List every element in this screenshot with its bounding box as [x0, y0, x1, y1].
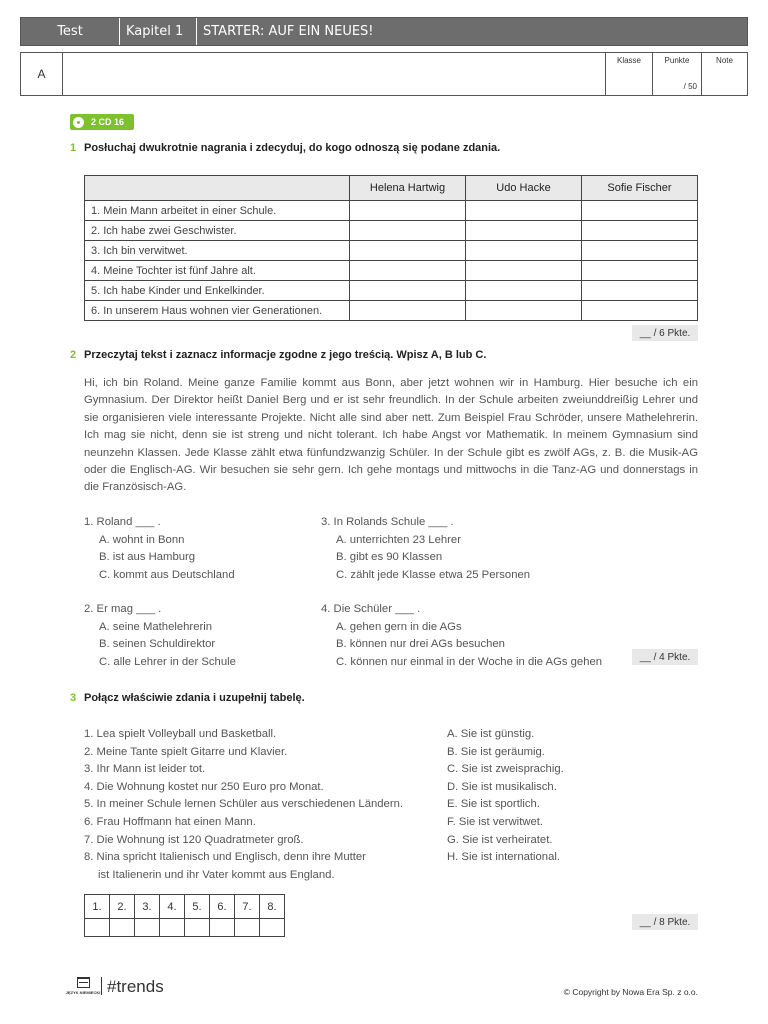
- page-title: STARTER: AUF EIN NEUES!: [203, 24, 374, 39]
- answer-cell[interactable]: [350, 201, 466, 221]
- answer-cell[interactable]: [582, 241, 698, 261]
- answer-cell[interactable]: [582, 221, 698, 241]
- table-header: 4.: [160, 895, 185, 919]
- answer-cell[interactable]: [466, 221, 582, 241]
- list-item: 3. Ihr Mann ist leider tot.: [84, 763, 206, 776]
- table-row: [85, 281, 698, 301]
- task-1-instruction: [70, 142, 500, 154]
- task-3-answer-table: [84, 894, 285, 937]
- logo-divider: [101, 977, 102, 995]
- answer-option: C. kommt aus Deutschland: [99, 568, 235, 581]
- copyright: © Copyright by Nowa Era Sp. z o.o.: [563, 987, 698, 997]
- list-item: 8. Nina spricht Italienisch und Englisch, denn ihre Mutter: [84, 851, 366, 864]
- group-label: A: [21, 53, 63, 95]
- row-sentence: 5. Ich habe Kinder und Enkelkinder.: [85, 281, 350, 301]
- answer-option: C. können nur einmal in der Woche in die AGs gehen: [336, 655, 603, 668]
- audio-track-label: 2 CD 16: [91, 117, 125, 127]
- list-item: 2. Meine Tante spielt Gitarre und Klavier.: [84, 745, 288, 758]
- answer-option: B. seinen Schuldirektor: [99, 638, 216, 650]
- answer-option: C. zählt jede Klasse etwa 25 Personen: [336, 568, 531, 581]
- answer-cell[interactable]: [466, 201, 582, 221]
- list-item: G. Sie ist verheiratet.: [447, 833, 553, 846]
- klasse-field[interactable]: [606, 53, 653, 95]
- table-header: 3.: [135, 895, 160, 919]
- task-instruction-text: Połącz właściwie zdania i uzupełnij tabelę.: [84, 692, 305, 704]
- list-item: 4. Die Wohnung kostet nur 250 Euro pro Monat.: [84, 780, 324, 793]
- task-3-sentences: [84, 726, 403, 884]
- list-item: B. Sie ist geräumig.: [447, 745, 545, 758]
- brand-name: #trends: [107, 977, 164, 996]
- list-item: E. Sie ist sportlich.: [447, 798, 540, 811]
- question-4: [321, 601, 602, 671]
- answer-option: B. ist aus Hamburg: [99, 551, 196, 563]
- list-item: F. Sie ist verwitwet.: [447, 815, 544, 828]
- answer-cell[interactable]: [210, 919, 235, 937]
- task-1-table: [84, 175, 698, 321]
- task-instruction-text: Posłuchaj dwukrotnie nagrania i zdecyduj, do kogo odnoszą się podane zdania.: [84, 142, 501, 154]
- answer-cell[interactable]: [582, 301, 698, 321]
- table-row: [85, 201, 698, 221]
- answer-cell[interactable]: [350, 301, 466, 321]
- answer-cell[interactable]: [466, 261, 582, 281]
- answer-option: A. seine Mathelehrerin: [99, 620, 213, 633]
- table-row: [85, 261, 698, 281]
- list-item: 5. In meiner Schule lernen Schüler aus verschiedenen Ländern.: [84, 798, 404, 811]
- list-item: A. Sie ist günstig.: [447, 728, 535, 740]
- table-header: 6.: [210, 895, 235, 919]
- row-sentence: 2. Ich habe zwei Geschwister.: [85, 221, 350, 241]
- punkte-value: / 50: [683, 82, 697, 91]
- table-header: 8.: [260, 895, 285, 919]
- task-2-points: __ / 4 Pkte.: [632, 649, 698, 665]
- answer-cell[interactable]: [110, 919, 135, 937]
- question-2: [84, 601, 236, 671]
- note-label: Note: [716, 56, 733, 65]
- answer-cell[interactable]: [582, 201, 698, 221]
- list-item: 6. Frau Hoffmann hat einen Mann.: [84, 815, 256, 828]
- list-item: H. Sie ist international.: [447, 851, 561, 864]
- question-stem: 4. Die Schüler ___ .: [321, 603, 421, 615]
- table-row: [85, 301, 698, 321]
- task-instruction-text: Przeczytaj tekst i zaznacz informacje zgodne z jego treścią. Wpisz A, B lub C.: [84, 349, 487, 361]
- name-field[interactable]: [63, 53, 606, 95]
- publisher-logo: [65, 977, 164, 996]
- book-icon: [65, 977, 101, 995]
- chapter-label: Kapitel 1: [120, 18, 197, 45]
- header-bar: [20, 17, 748, 46]
- audio-track-badge: [70, 114, 134, 130]
- table-header: 1.: [85, 895, 110, 919]
- publisher-small-label: JĘZYK NIEMIECKI: [65, 990, 101, 995]
- list-item: D. Sie ist musikalisch.: [447, 780, 557, 793]
- answer-option: B. können nur drei AGs besuchen: [336, 638, 505, 650]
- task-number: 1: [70, 142, 77, 154]
- answer-cell[interactable]: [350, 221, 466, 241]
- table-header: 7.: [235, 895, 260, 919]
- question-stem: 2. Er mag ___ .: [84, 603, 162, 615]
- answer-cell[interactable]: [135, 919, 160, 937]
- task-3-points: __ / 8 Pkte.: [632, 914, 698, 930]
- task-3-options: [447, 726, 564, 867]
- answer-cell[interactable]: [350, 241, 466, 261]
- answer-option: A. wohnt in Bonn: [99, 533, 185, 546]
- reading-text: Hi, ich bin Roland. Meine ganze Familie kommt aus Bonn, aber jetzt wohnen wir in Hamburg. Hier besuche ich ein Gymnasium. Der Direktor heißt Daniel Berg und er ist sehr freundlich. In der Schule arbeiten zweiunddreißig Lehrer und sie organisieren viele interessante Projekte. Nicht alle sind aber nett. Zum Beispiel Frau Schröder, unsere Mathelehrerin. Ich mag sie nicht, denn sie ist streng und nicht tolerant. Ich habe Angst vor Mathematik. In meinem Gymnasium sind neunzehn Klassen. Jede Klasse zählt etwa fünfundzwanzig Schüler. In der Schule gibt es zwölf AGs, z. B. die Musik-AG oder die Englisch-AG. Wir besuchen sie sehr gern. Ich gehe montags und mittwochs in die Tanz-AG und donnerstags in die Französisch-AG.: [84, 377, 698, 494]
- task-number: 3: [70, 692, 77, 704]
- task-3-instruction: [70, 692, 305, 704]
- list-item: 1. Lea spielt Volleyball und Basketball.: [84, 728, 277, 740]
- table-row: [85, 221, 698, 241]
- answer-cell[interactable]: [582, 261, 698, 281]
- table-row: [85, 241, 698, 261]
- answer-cell[interactable]: [235, 919, 260, 937]
- table-header: Udo Hacke: [466, 176, 582, 201]
- student-info-box: [20, 52, 748, 96]
- note-field[interactable]: [702, 53, 747, 95]
- question-stem: 3. In Rolands Schule ___ .: [321, 516, 454, 528]
- task-1-points: __ / 6 Pkte.: [632, 325, 698, 341]
- answer-cell[interactable]: [466, 241, 582, 261]
- row-sentence: 6. In unserem Haus wohnen vier Generationen.: [85, 301, 350, 321]
- task-number: 2: [70, 349, 77, 361]
- answer-option: A. unterrichten 23 Lehrer: [336, 533, 461, 546]
- list-item-continuation: ist Italienerin und ihr Vater kommt aus England.: [98, 868, 335, 881]
- table-header: Helena Hartwig: [350, 176, 466, 201]
- test-label: Test: [21, 18, 120, 45]
- answer-cell[interactable]: [350, 281, 466, 301]
- answer-option: B. gibt es 90 Klassen: [336, 551, 443, 563]
- answer-option: A. gehen gern in die AGs: [336, 620, 462, 633]
- klasse-label: Klasse: [616, 56, 641, 65]
- list-item: C. Sie ist zweisprachig.: [447, 763, 564, 776]
- punkte-field[interactable]: [653, 53, 702, 95]
- question-1: [84, 514, 235, 584]
- row-sentence: 3. Ich bin verwitwet.: [85, 241, 350, 261]
- table-header: 2.: [110, 895, 135, 919]
- row-sentence: 1. Mein Mann arbeitet in einer Schule.: [85, 201, 350, 221]
- table-header-empty: [85, 176, 350, 201]
- table-header: 5.: [185, 895, 210, 919]
- question-stem: 1. Roland ___ .: [84, 516, 161, 528]
- answer-cell[interactable]: [466, 281, 582, 301]
- list-item: 7. Die Wohnung ist 120 Quadratmeter groß.: [84, 833, 304, 846]
- task-2-instruction: [70, 349, 486, 361]
- punkte-label: Punkte: [664, 56, 690, 65]
- cd-icon: [73, 117, 84, 128]
- answer-option: C. alle Lehrer in der Schule: [99, 655, 236, 668]
- row-sentence: 4. Meine Tochter ist fünf Jahre alt.: [85, 261, 350, 281]
- answer-cell[interactable]: [350, 261, 466, 281]
- answer-cell[interactable]: [260, 919, 285, 937]
- question-3: [321, 514, 530, 584]
- answer-cell[interactable]: [582, 281, 698, 301]
- answer-cell[interactable]: [85, 919, 110, 937]
- answer-cell[interactable]: [160, 919, 185, 937]
- answer-cell[interactable]: [185, 919, 210, 937]
- answer-cell[interactable]: [466, 301, 582, 321]
- table-header: Sofie Fischer: [582, 176, 698, 201]
